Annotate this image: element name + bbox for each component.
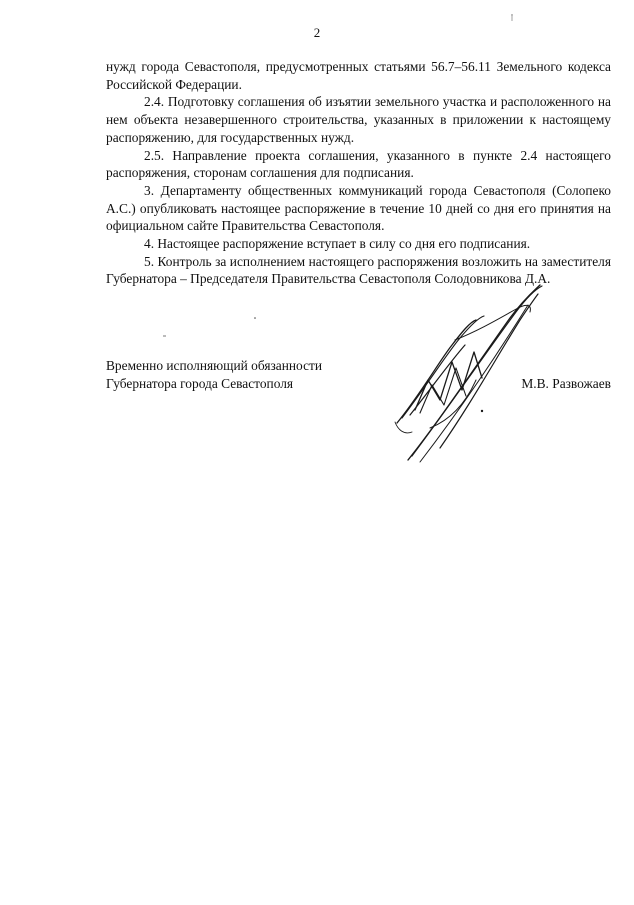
signatory-position xyxy=(106,357,322,392)
paragraph-2-4: 2.4. Подготовку соглашения об изъятии земельного участка и расположенного на нем объекта незавершенного строительства, указанных в приложении к настоящему распоряжению, для государственных нужд. xyxy=(106,94,611,145)
paragraph-2-5: 2.5. Направление проекта соглашения, указанного в пункте 2.4 настоящего распоряжения, сторонам соглашения для подписания. xyxy=(106,147,611,181)
signatory-position-line2: Губернатора города Севастополя xyxy=(106,375,294,391)
page-number: 2 xyxy=(313,25,321,40)
signatory-name: М.В. Развожаев xyxy=(521,376,611,391)
paragraph-continuation: нужд города Севастополя, предусмотренных статьями 56.7–56.11 Земельного кодекса Российской Федерации. xyxy=(106,59,611,92)
paragraph-5: 5. Контроль за исполнением настоящего распоряжения возложить на заместителя Губернатора – Председателя Правительства Севастополя Солодовникова Д.А. xyxy=(106,253,611,287)
paragraph-3: 3. Департаменту общественных коммуникаций города Севастополя (Солопеко А.С.) опубликовать настоящее распоряжение в течение 10 дней со дня его принятия на официальном сайте Правительства Севастополя. xyxy=(106,182,611,234)
signatory-position-line1: Временно исполняющий обязанности xyxy=(106,358,323,373)
paragraph-4: 4. Настоящее распоряжение вступает в силу со дня его подписания. xyxy=(144,236,531,252)
document-body xyxy=(106,58,611,288)
